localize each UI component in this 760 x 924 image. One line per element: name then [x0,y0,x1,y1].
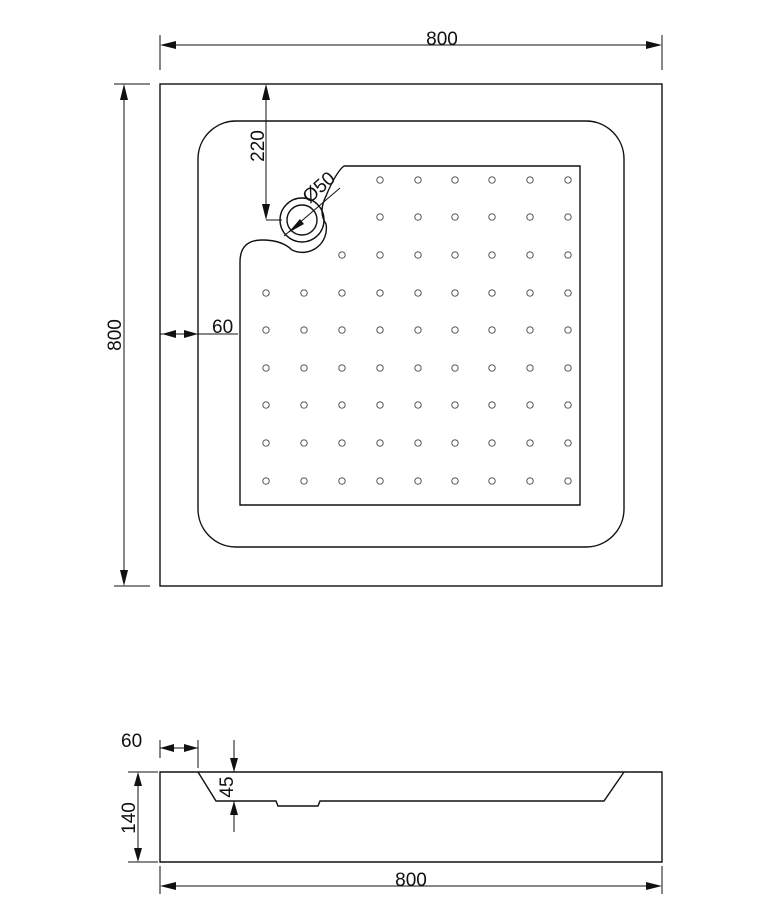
anti-slip-dot [527,440,533,446]
anti-slip-dot [489,214,495,220]
depth-arrow-bottom [120,570,128,586]
anti-slip-dot [489,402,495,408]
anti-slip-dot [263,290,269,296]
anti-slip-dot [263,327,269,333]
anti-slip-dot [339,478,345,484]
anti-slip-dot [263,365,269,371]
side-height-arrow-bottom [134,848,142,862]
anti-slip-dot [452,365,458,371]
side-length-arrow-left [160,882,176,890]
side-recess-arrow-bottom [230,801,238,815]
rim-width-arrow-left [162,330,176,338]
tray-rim [198,121,624,547]
anti-slip-dot [339,252,345,258]
anti-slip-dot [301,440,307,446]
anti-slip-dot [301,327,307,333]
top-view [105,29,662,586]
anti-slip-dot [452,290,458,296]
anti-slip-dot [565,290,571,296]
anti-slip-dot [527,327,533,333]
anti-slip-dot [527,402,533,408]
side-recess-label: 45 [217,776,238,798]
side-recess [198,772,624,806]
drain-offset-arrow-bottom [262,204,270,220]
side-recess-arrow-top [230,758,238,772]
anti-slip-dot [489,440,495,446]
anti-slip-dot [565,365,571,371]
anti-slip-dot [377,440,383,446]
anti-slip-dot [415,402,421,408]
drain-offset-arrow-top [262,84,270,100]
anti-slip-dot [415,290,421,296]
anti-slip-dot [527,478,533,484]
anti-slip-dot [263,440,269,446]
anti-slip-dot [527,365,533,371]
anti-slip-dot [565,327,571,333]
anti-slip-dot [565,478,571,484]
anti-slip-dot [377,252,383,258]
anti-slip-dot [452,177,458,183]
anti-slip-dot [527,252,533,258]
rim-width-label: 60 [212,317,234,338]
anti-slip-dot [339,402,345,408]
side-height-label: 140 [119,802,140,834]
anti-slip-dot [527,214,533,220]
anti-slip-dot [301,402,307,408]
depth-label: 800 [105,319,126,351]
anti-slip-dot [415,214,421,220]
anti-slip-dot [377,214,383,220]
anti-slip-dot [565,402,571,408]
anti-slip-dot [565,214,571,220]
anti-slip-dot [452,402,458,408]
anti-slip-dot [301,365,307,371]
anti-slip-dot [565,177,571,183]
anti-slip-dot [263,478,269,484]
anti-slip-dot [565,440,571,446]
anti-slip-dot [489,177,495,183]
anti-slip-dot [377,177,383,183]
anti-slip-dot [415,440,421,446]
side-length-label: 800 [395,870,427,891]
rim-width-arrow-right [184,330,198,338]
side-rim-arrow-left [160,744,174,752]
anti-slip-dots [263,177,571,484]
anti-slip-dot [377,290,383,296]
tray-outline [160,84,662,586]
side-view [119,731,662,894]
anti-slip-dot [489,365,495,371]
side-rim-label: 60 [121,731,143,752]
side-height-arrow-top [134,772,142,786]
side-rim-arrow-right [184,744,198,752]
anti-slip-dot [339,327,345,333]
anti-slip-dot [339,440,345,446]
width-label: 800 [426,29,458,50]
anti-slip-dot [527,290,533,296]
anti-slip-dot [339,365,345,371]
side-length-arrow-right [646,882,662,890]
anti-slip-dot [415,478,421,484]
anti-slip-dot [377,478,383,484]
anti-slip-dot [301,478,307,484]
depth-arrow-top [120,84,128,100]
anti-slip-dot [489,252,495,258]
anti-slip-dot [489,290,495,296]
anti-slip-dot [527,177,533,183]
anti-slip-dot [339,290,345,296]
width-arrow-left [160,41,176,49]
width-arrow-right [646,41,662,49]
anti-slip-dot [301,290,307,296]
anti-slip-dot [415,365,421,371]
drain-diameter-arrow [288,219,304,233]
anti-slip-dot [565,252,571,258]
anti-slip-dot [377,365,383,371]
anti-slip-dot [452,440,458,446]
drain-offset-label: 220 [248,130,269,162]
anti-slip-dot [489,327,495,333]
anti-slip-dot [452,478,458,484]
anti-slip-dot [415,252,421,258]
anti-slip-dot [377,402,383,408]
anti-slip-dot [452,327,458,333]
drain-diameter-label: Ø50 [298,168,340,208]
anti-slip-dot [415,177,421,183]
anti-slip-dot [452,214,458,220]
anti-slip-dot [415,327,421,333]
anti-slip-dot [263,402,269,408]
anti-slip-dot [377,327,383,333]
anti-slip-dot [452,252,458,258]
anti-slip-dot [489,478,495,484]
